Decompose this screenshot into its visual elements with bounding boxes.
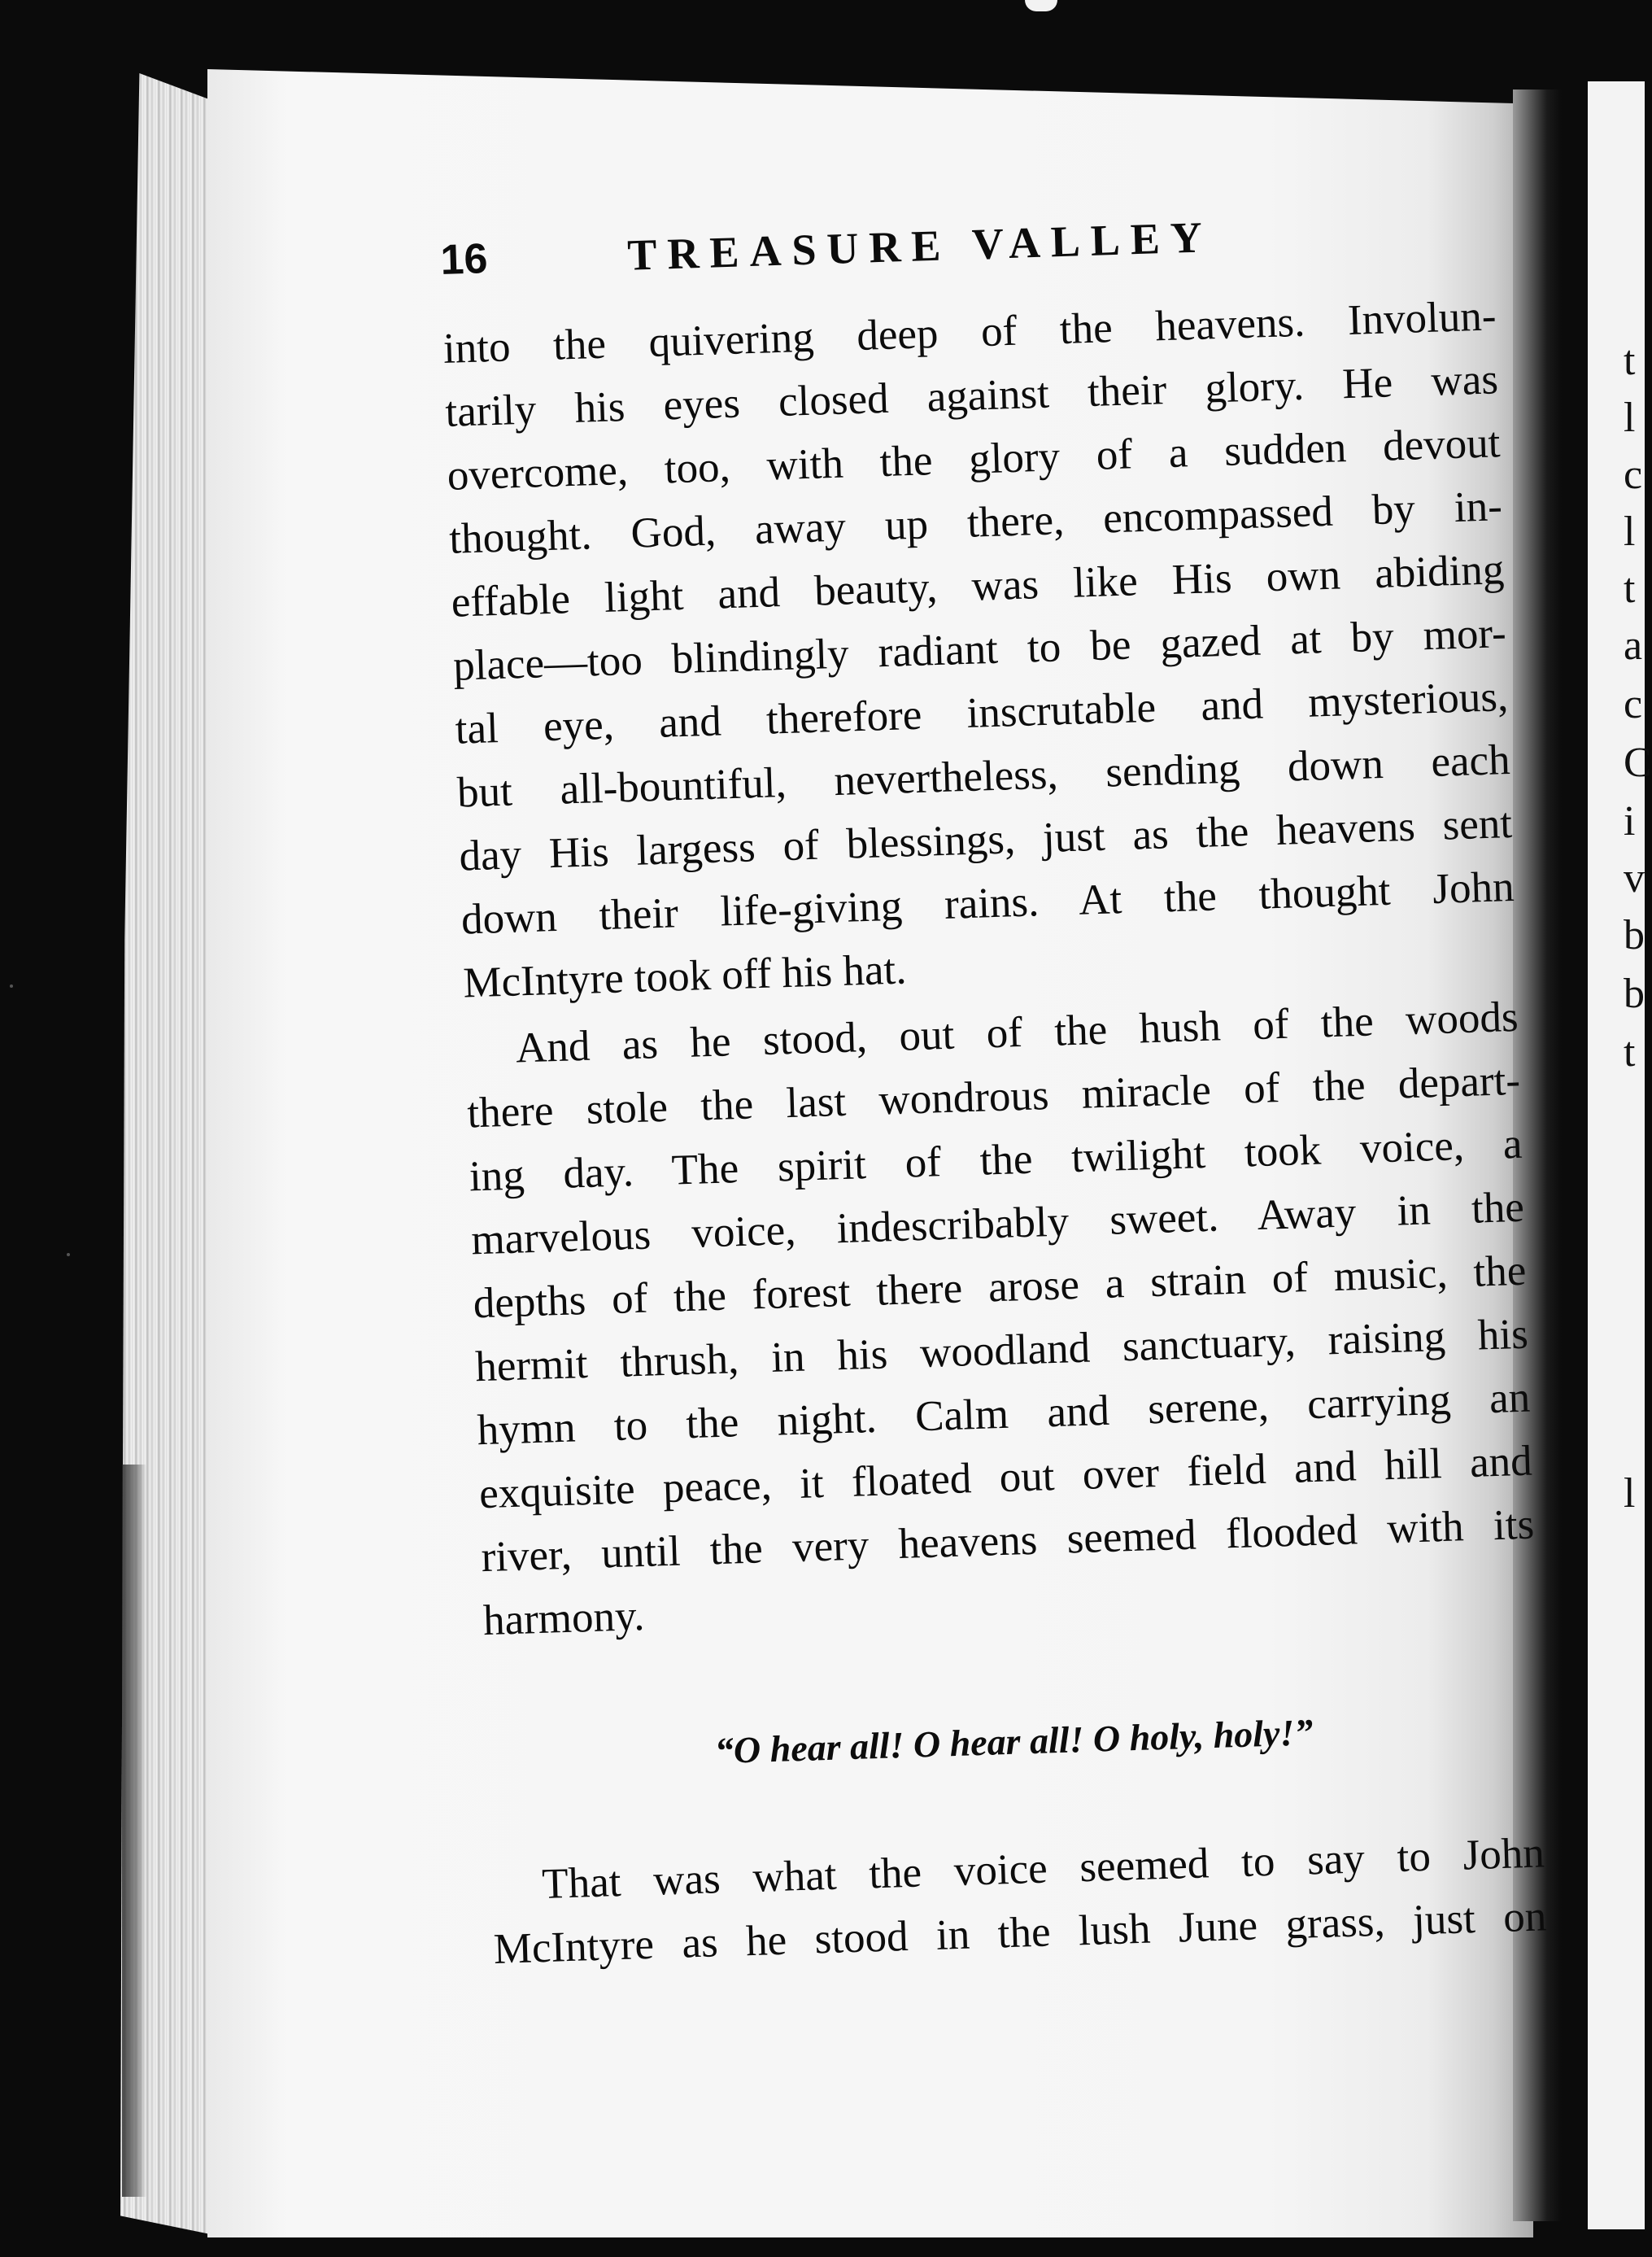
film-artifact xyxy=(1025,0,1057,11)
text-line: depths of the forest there arose a strain of music, the xyxy=(472,1246,1528,1328)
text-line: And as he stood, out of the hush of the woods xyxy=(515,993,1519,1072)
text-line: exquisite peace, it floated out over field and hill and xyxy=(478,1437,1533,1518)
facing-letter: l xyxy=(1624,509,1636,555)
text-line: ing day. The spirit of the twilight took voice, a xyxy=(469,1120,1523,1201)
page-text xyxy=(439,186,1567,1981)
text-line: thought. God, away up there, encompassed by in- xyxy=(448,482,1503,563)
facing-letter: t xyxy=(1624,565,1636,612)
facing-page-sliver xyxy=(1588,81,1645,2229)
text-line: into the quivering deep of the heavens. Involun- xyxy=(442,292,1497,373)
page-number: 16 xyxy=(439,235,489,284)
facing-letter: l xyxy=(1624,395,1636,441)
text-line: marvelous voice, indescribably sweet. Away in the xyxy=(470,1183,1525,1264)
running-head: TREASURE VALLEY xyxy=(626,212,1214,280)
text-line: tarily his eyes closed against their glory. He was xyxy=(444,356,1499,436)
text-line: river, until the very heavens seemed flooded with its xyxy=(480,1500,1535,1582)
text-line: day His largess of blessings, just as the heavens sent xyxy=(458,799,1513,880)
text-line: That was what the voice seemed to say to John xyxy=(541,1829,1545,1909)
facing-letter: C xyxy=(1624,740,1652,786)
film-speck xyxy=(67,1253,70,1256)
text-line: down their life-giving rains. At the thought John xyxy=(460,862,1515,944)
facing-letter: t xyxy=(1624,338,1636,384)
facing-letter: c xyxy=(1624,452,1643,498)
text-line: McIntyre as he stood in the lush June grass, just on xyxy=(492,1892,1548,1973)
facing-letter: v xyxy=(1624,855,1645,901)
text-line: effable light and beauty, was like His own abiding xyxy=(450,546,1506,626)
text-line: but all-bountiful, nevertheless, sending down each xyxy=(456,736,1511,817)
quoted-verse: “O hear all! O hear all! O holy, holy!” xyxy=(714,1711,1314,1772)
page-edge-shadow xyxy=(122,1465,146,2197)
facing-letter: b xyxy=(1624,971,1645,1017)
facing-letter: a xyxy=(1624,622,1643,669)
text-line: hymn to the night. Calm and serene, carrying an xyxy=(476,1373,1532,1455)
facing-letter: b xyxy=(1624,912,1645,958)
film-speck xyxy=(10,984,13,988)
text-line: hermit thrush, in his woodland sanctuary, raising his xyxy=(474,1310,1529,1391)
text-line: overcome, too, with the glory of a sudden devout xyxy=(446,419,1502,500)
paragraph-2 xyxy=(464,984,1558,1652)
paragraph-1 xyxy=(442,283,1537,1015)
text-line: harmony. xyxy=(482,1591,646,1645)
text-line: McIntyre took off his hat. xyxy=(462,945,908,1007)
text-line: place—too blindingly radiant to be gazed at by mor- xyxy=(452,609,1507,690)
facing-letter: c xyxy=(1624,681,1643,727)
facing-letter: l xyxy=(1624,1470,1636,1517)
facing-letter: t xyxy=(1624,1029,1636,1076)
text-line: tal eye, and therefore inscrutable and mysterious, xyxy=(454,673,1509,753)
text-line: there stole the last wondrous miracle of the depart- xyxy=(466,1056,1521,1137)
facing-letter: i xyxy=(1624,798,1636,845)
